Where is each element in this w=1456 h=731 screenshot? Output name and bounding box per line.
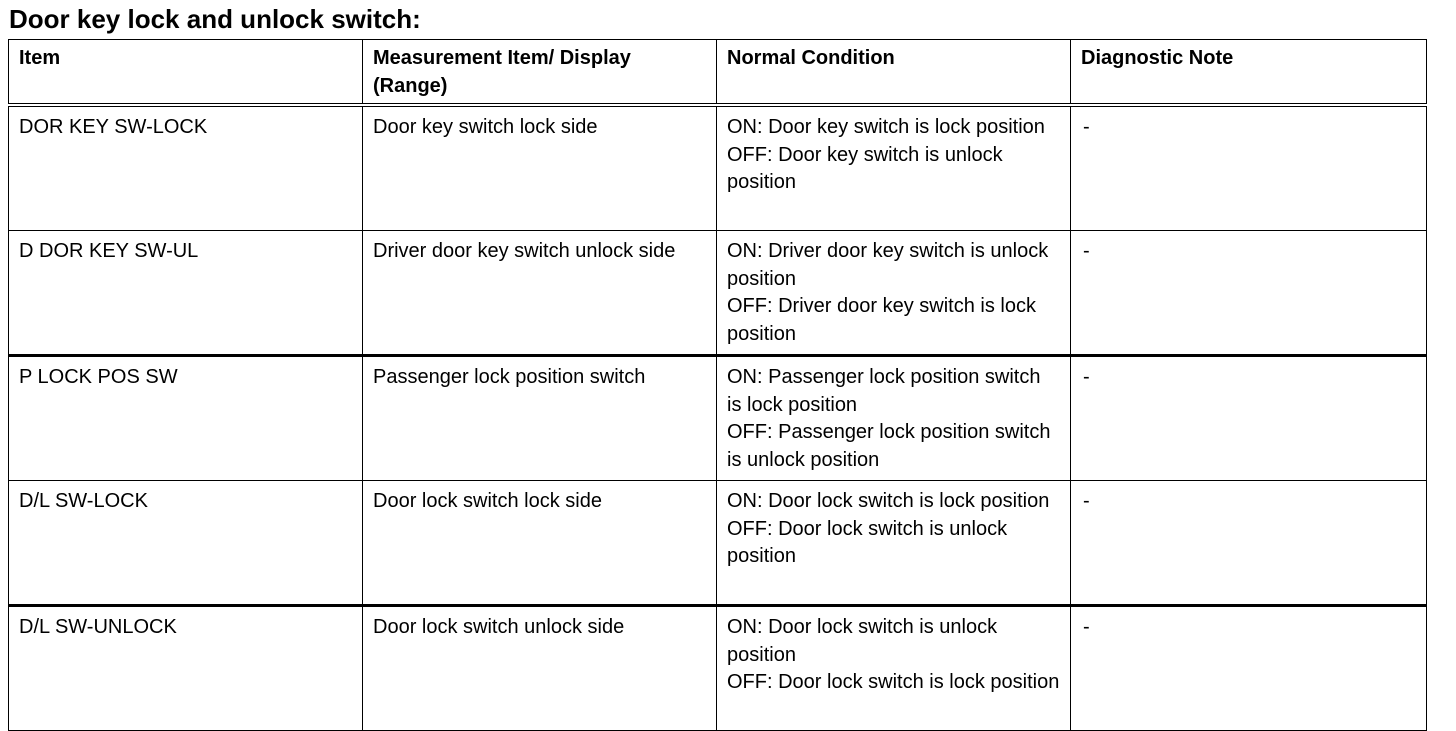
header-normal-condition: Normal Condition (717, 40, 1071, 106)
cell-item: P LOCK POS SW (9, 356, 363, 481)
cell-normal-condition (717, 606, 1071, 731)
cell-measurement: Driver door key switch unlock side (363, 231, 717, 356)
cell-item: DOR KEY SW-LOCK (9, 105, 363, 231)
header-measurement-item: Measurement Item/ Display (Range) (363, 40, 717, 106)
table-row (9, 105, 1427, 231)
cell-measurement: Passenger lock position switch (363, 356, 717, 481)
cell-normal-condition (717, 231, 1071, 356)
normal-on-text: ON: Passenger lock position switch is lock position (727, 366, 1041, 416)
cell-diagnostic-note (1071, 356, 1427, 481)
cell-normal-condition (717, 356, 1071, 481)
note-text: - (1083, 366, 1090, 388)
cell-measurement: Door lock switch unlock side (363, 606, 717, 731)
cell-diagnostic-note (1071, 105, 1427, 231)
normal-off-text: OFF: Door lock switch is unlock position (727, 517, 1008, 568)
diagnostic-table (8, 39, 1427, 731)
note-text: - (1083, 490, 1090, 512)
normal-off-text: OFF: Door key switch is unlock position (727, 143, 1003, 194)
table-row (9, 231, 1427, 356)
header-item: Item (9, 40, 363, 106)
cell-diagnostic-note (1071, 606, 1427, 731)
cell-measurement: Door key switch lock side (363, 105, 717, 231)
normal-on-text: ON: Door lock switch is lock position (727, 490, 1050, 512)
note-text: - (1083, 240, 1090, 262)
table-header-row (9, 40, 1427, 106)
note-text: - (1083, 116, 1090, 138)
cell-diagnostic-note (1071, 481, 1427, 606)
cell-item: D/L SW-UNLOCK (9, 606, 363, 731)
cell-normal-condition (717, 105, 1071, 231)
table-row (9, 356, 1427, 481)
header-diagnostic-note: Diagnostic Note (1071, 40, 1427, 106)
cell-normal-condition (717, 481, 1071, 606)
normal-on-text: ON: Driver door key switch is unlock position (727, 240, 1049, 290)
normal-on-text: ON: Door lock switch is unlock position (727, 616, 998, 666)
table-row (9, 606, 1427, 731)
normal-on-text: ON: Door key switch is lock position (727, 116, 1045, 138)
normal-off-text: OFF: Passenger lock position switch is unlock position (727, 421, 1051, 471)
cell-diagnostic-note (1071, 231, 1427, 356)
cell-item: D/L SW-LOCK (9, 481, 363, 606)
normal-off-text: OFF: Driver door key switch is lock position (727, 295, 1036, 345)
page-title: Door key lock and unlock switch: (9, 4, 421, 34)
table-row (9, 481, 1427, 606)
cell-measurement: Door lock switch lock side (363, 481, 717, 606)
normal-off-text: OFF: Door lock switch is lock position (727, 671, 1060, 694)
note-text: - (1083, 616, 1090, 638)
cell-item: D DOR KEY SW-UL (9, 231, 363, 356)
